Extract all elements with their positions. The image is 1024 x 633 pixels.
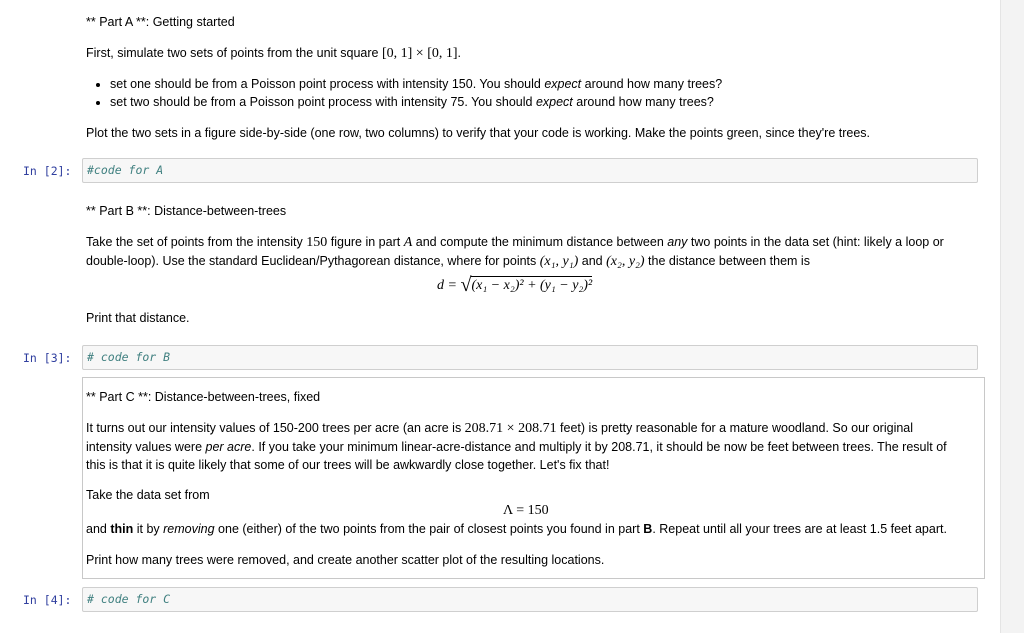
cell-prompt-3: In [3]: bbox=[23, 351, 72, 365]
distance-formula: d = √(x₁ − x₂)² + (y₁ − y₂)² bbox=[437, 274, 593, 296]
markdown-cell-part-b[interactable] bbox=[86, 202, 976, 271]
part-c-line-1: It turns out our intensity values of 150-200 trees per acre (an acre is 208.71 × 208.71 feet) is pretty reasonable for a mature woodland. So our original bbox=[86, 421, 914, 436]
part-c-line-2: intensity values were per acre. If you take your minimum linear-acre-distance and multiply it by 208.71, it should be now be feet between trees. The result of bbox=[86, 440, 947, 454]
code-cell-a[interactable]: #code for A bbox=[82, 158, 978, 183]
part-a-intro: First, simulate two sets of points from the unit square [0, 1] × [0, 1]. bbox=[86, 46, 461, 61]
part-c-take-text: Take the data set from bbox=[86, 488, 210, 502]
cell-prompt-4: In [4]: bbox=[23, 593, 72, 607]
part-a-bullets bbox=[86, 75, 870, 111]
part-b-text-1: Take the set of points from the intensity 150 figure in part A and compute the minimum distance between any two points in the data set (hint: likely a loop or bbox=[86, 235, 944, 250]
part-c-line-3: this is that it is quite likely that some of our trees will be awkwardly close together. Let's fix that! bbox=[86, 458, 610, 472]
part-a-plot-text: Plot the two sets in a figure side-by-side (one row, two columns) to verify that your code is working. Make the points green, since they're trees. bbox=[86, 126, 871, 140]
list-item: • set two should be from a Poisson point process with intensity 75. You should expect around how many trees? bbox=[110, 93, 870, 111]
scrollbar[interactable] bbox=[1000, 0, 1024, 633]
markdown-cell-part-c[interactable] bbox=[86, 388, 971, 504]
markdown-cell-part-a[interactable] bbox=[86, 13, 870, 142]
part-b-heading: ** Part B **: Distance-between-trees bbox=[86, 204, 287, 218]
part-c-thin-text: and thin it by removing one (either) of the two points from the pair of closest points you found in part B. Repeat until all your trees are at least 1.5 feet apart. bbox=[86, 522, 947, 536]
sqrt-icon: √ bbox=[460, 274, 472, 296]
cell-prompt-2: In [2]: bbox=[23, 164, 72, 178]
lambda-formula: Λ = 150 bbox=[503, 503, 549, 518]
part-b-text-2: double-loop). Use the standard Euclidean/Pythagorean distance, where for points (x₁, y₁) and (x₂, y₂) the distance between them is bbox=[86, 254, 810, 269]
code-cell-b[interactable]: # code for B bbox=[82, 345, 978, 370]
list-item: • set one should be from a Poisson point process with intensity 150. You should expect around how many trees? bbox=[110, 75, 870, 93]
part-c-heading: ** Part C **: Distance-between-trees, fixed bbox=[86, 390, 321, 404]
part-b-print-text: Print that distance. bbox=[86, 311, 190, 325]
code-cell-c[interactable]: # code for C bbox=[82, 587, 978, 612]
part-c-thin-block bbox=[86, 520, 971, 569]
part-c-print-text: Print how many trees were removed, and create another scatter plot of the resulting locations. bbox=[86, 553, 605, 567]
part-a-heading: ** Part A **: Getting started bbox=[86, 15, 235, 29]
